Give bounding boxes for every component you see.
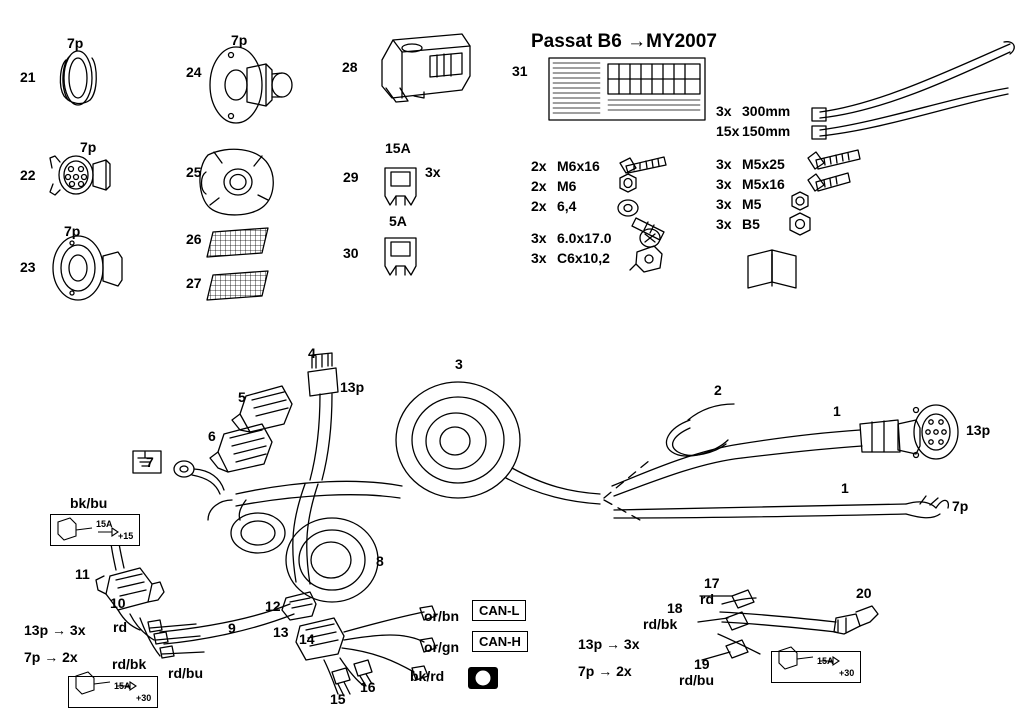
hardware-qty: 2x xyxy=(531,158,547,174)
conversion-right-13p: 13p → 3x xyxy=(578,636,640,652)
callout-7: 7 xyxy=(146,454,154,470)
callout-1: 1 xyxy=(833,403,841,419)
part-label-25: 25 xyxy=(186,164,202,180)
can-h-box: CAN-H xyxy=(472,631,528,652)
hardware-row-m6x16 xyxy=(531,158,600,174)
part-sub-24: 7p xyxy=(231,32,248,48)
wire-label-or-gn: or/gn xyxy=(424,639,459,655)
harness-coil-3 xyxy=(396,382,600,504)
callout-3: 3 xyxy=(455,356,463,372)
hardware-name: M6x16 xyxy=(557,158,600,174)
fuse-circuit-plus30-left: +30 xyxy=(136,693,152,703)
part-sub-29: 15A xyxy=(385,140,411,156)
screw-m5x16-art xyxy=(808,173,850,191)
nut-m5-art xyxy=(792,192,808,210)
harness-main-run xyxy=(208,394,402,584)
hardware-row-m5 xyxy=(716,196,761,212)
plug-label-13p-right: 13p xyxy=(966,422,991,438)
callout-12: 12 xyxy=(265,598,281,614)
wire-label-rd-bk-right: rd/bk xyxy=(643,616,678,632)
part-sub-22: 7p xyxy=(80,139,97,155)
hardware-qty: 3x xyxy=(531,230,547,246)
part-30-art xyxy=(385,238,416,275)
screw-6x17-art xyxy=(632,218,664,247)
hardware-name: B5 xyxy=(742,216,760,232)
hardware-row-m5x25 xyxy=(716,156,785,172)
harness-right-branch xyxy=(698,590,878,660)
wire-label-bk-rd: bk/rd xyxy=(410,668,445,684)
hardware-name: 300mm xyxy=(742,103,791,119)
callout-17: 17 xyxy=(704,575,720,591)
hardware-name: M5 xyxy=(742,196,762,212)
wires-left-branch xyxy=(118,610,204,658)
harness-loop-2 xyxy=(666,404,734,456)
part-label-21: 21 xyxy=(20,69,36,85)
fuse-circuit-plus15: +15 xyxy=(118,531,134,541)
conversion-left-7p: 7p → 2x xyxy=(24,649,78,665)
part-sub-23: 7p xyxy=(64,223,81,239)
bolt-m6x16-art xyxy=(620,157,666,173)
fuse-box-plus30-right xyxy=(771,651,861,683)
hardware-row-300mm xyxy=(716,103,790,119)
fuse-circuit-plus30-right: +30 xyxy=(839,668,855,678)
hardware-qty: 2x xyxy=(531,178,547,194)
callout-11: 11 xyxy=(75,566,90,582)
page-title: Passat B6 →MY2007 xyxy=(531,31,717,52)
nut-b5-art xyxy=(790,213,810,235)
wire-label-bk-bu: bk/bu xyxy=(70,495,108,511)
callout-2: 2 xyxy=(714,382,722,398)
hardware-row-150mm xyxy=(716,123,790,139)
washer-64-art xyxy=(618,200,638,216)
part-26-art xyxy=(207,228,268,257)
hardware-qty: 3x xyxy=(716,156,732,172)
part-27-art xyxy=(207,271,268,300)
part-22-art xyxy=(50,156,110,195)
part-sub-30: 5A xyxy=(389,213,407,229)
connector-6 xyxy=(210,424,272,472)
manual-booklet-art xyxy=(748,250,796,288)
callout-15: 15 xyxy=(330,691,346,707)
part-label-29: 29 xyxy=(343,169,359,185)
cable-ties-art xyxy=(812,42,1014,139)
callout-16: 16 xyxy=(360,679,376,695)
callout-18: 18 xyxy=(667,600,683,616)
wire-label-or-bn: or/bn xyxy=(424,608,459,624)
callout-14: 14 xyxy=(299,631,315,647)
hardware-qty: 3x xyxy=(716,216,732,232)
part-qty-29: 3x xyxy=(425,164,441,180)
hardware-row-6x17 xyxy=(531,230,612,246)
part-23-art xyxy=(53,236,122,300)
part-label-24: 24 xyxy=(186,64,202,80)
wire-label-rd-bu-left: rd/bu xyxy=(168,665,203,681)
hardware-name: M5x25 xyxy=(742,156,785,172)
part-25-art xyxy=(200,149,273,215)
callout-6: 6 xyxy=(208,428,216,444)
part-label-22: 22 xyxy=(20,167,36,183)
callout-1b: 1 xyxy=(841,480,849,496)
hardware-name: M5x16 xyxy=(742,176,785,192)
wire-label-rd-bk-left: rd/bk xyxy=(112,656,147,672)
hardware-row-m5x16 xyxy=(716,176,785,192)
clip-c6x10-art xyxy=(630,246,662,272)
plug-label-7p-right: 7p xyxy=(952,498,969,514)
callout-20: 20 xyxy=(856,585,872,601)
part-label-30: 30 xyxy=(343,245,359,261)
hardware-name: 150mm xyxy=(742,123,791,139)
nut-m6-art xyxy=(620,174,636,192)
connector-12 xyxy=(282,592,316,620)
hardware-qty: 15x xyxy=(716,123,740,139)
hardware-row-c6x10 xyxy=(531,250,610,266)
hardware-row-b5 xyxy=(716,216,760,232)
hardware-qty: 2x xyxy=(531,198,547,214)
wire-label-rd-left: rd xyxy=(113,619,127,635)
part-label-26: 26 xyxy=(186,231,202,247)
part-sub-21: 7p xyxy=(67,35,84,51)
hardware-row-64 xyxy=(531,198,576,214)
part-label-23: 23 xyxy=(20,259,36,275)
callout-8: 8 xyxy=(376,553,384,569)
wire-label-rd-bu-right: rd/bu xyxy=(679,672,714,688)
part-label-28: 28 xyxy=(342,59,358,75)
stop-symbol xyxy=(468,667,498,689)
part-label-31: 31 xyxy=(512,63,528,79)
callout-5: 5 xyxy=(238,389,246,405)
screw-m5x25-art xyxy=(808,150,860,169)
callout-4: 4 xyxy=(308,345,316,361)
wire-label-rd-right: rd xyxy=(700,591,714,607)
fuse-box-plus30-left xyxy=(68,676,158,708)
hardware-name: M6 xyxy=(557,178,577,194)
can-l-box: CAN-L xyxy=(472,600,526,621)
hardware-qty: 3x xyxy=(531,250,547,266)
fuse-amp-plus30-right: 15A xyxy=(817,656,834,666)
part-24-art xyxy=(210,47,292,123)
conversion-right-7p: 7p → 2x xyxy=(578,663,632,679)
harness-right-1 xyxy=(612,405,958,496)
hardware-name: 6.0x17.0 xyxy=(557,230,612,246)
hardware-qty: 3x xyxy=(716,176,732,192)
part-21-art xyxy=(60,51,96,105)
conversion-left-13p: 13p → 3x xyxy=(24,622,86,638)
harness-right-7p xyxy=(614,496,948,518)
fuse-box-plus15 xyxy=(50,514,140,546)
dashed-link xyxy=(604,460,650,520)
hardware-name: 6,4 xyxy=(557,198,577,214)
harness-coil-8 xyxy=(286,518,378,602)
part-label-27: 27 xyxy=(186,275,202,291)
module-11 xyxy=(96,568,164,610)
part-29-art xyxy=(385,168,416,205)
plug-label-13p-left: 13p xyxy=(340,379,365,395)
part-31-art xyxy=(549,58,705,120)
hardware-row-m6 xyxy=(531,178,576,194)
fuse-amp-plus30-left: 15A xyxy=(114,681,131,691)
callout-9: 9 xyxy=(228,620,236,636)
callout-19: 19 xyxy=(694,656,710,672)
callout-13: 13 xyxy=(273,624,289,640)
hardware-qty: 3x xyxy=(716,196,732,212)
callout-10: 10 xyxy=(110,595,126,611)
part-28-art xyxy=(382,34,470,102)
fuse-amp-plus15: 15A xyxy=(96,519,113,529)
hardware-qty: 3x xyxy=(716,103,732,119)
hardware-name: C6x10,2 xyxy=(557,250,610,266)
